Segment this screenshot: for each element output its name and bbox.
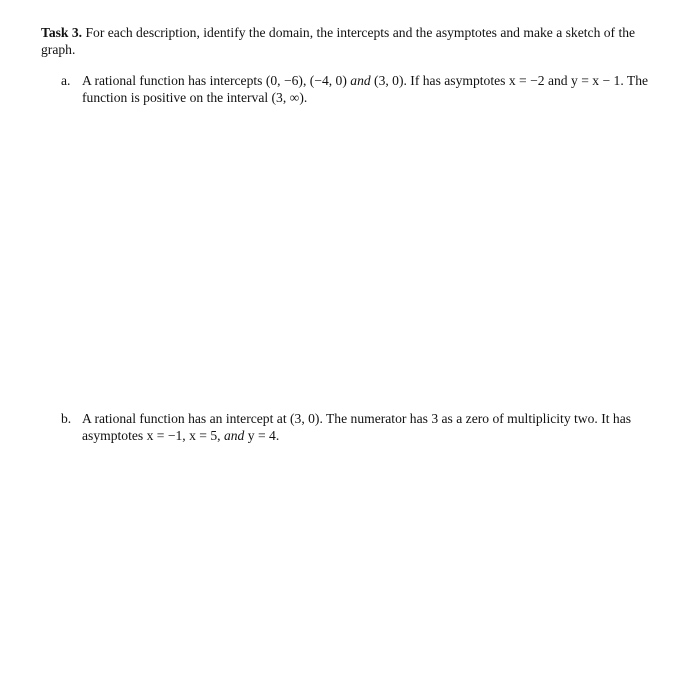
- item-a-text-2: . If has asymptotes: [403, 73, 509, 88]
- item-b-vertical-asymptotes: x = −1, x = 5,: [146, 428, 224, 443]
- item-b-text-2: . The numerator has 3 as a zero of multiplicity two. It has asymptotes: [82, 411, 632, 443]
- item-a-text: [82, 72, 661, 106]
- item-b-text-3: .: [275, 428, 280, 443]
- item-b-marker: b.: [61, 411, 72, 426]
- item-b-text-1: A rational function has an intercept at: [82, 411, 290, 426]
- item-a-oblique-asymptote: y = x − 1: [571, 73, 621, 88]
- item-a-and: and: [350, 73, 371, 88]
- item-a-text-1: A rational function has intercepts: [82, 73, 266, 88]
- item-a-intercepts: (0, −6), (−4, 0): [265, 73, 351, 88]
- item-b-horizontal-asymptote: y = 4: [244, 428, 276, 443]
- item-b-and: and: [223, 428, 245, 443]
- item-a: [61, 72, 661, 106]
- item-b: [61, 410, 661, 444]
- item-a-interval: (3, ∞): [271, 90, 304, 105]
- item-b-intercept: (3, 0): [290, 411, 320, 426]
- item-a-intercept-3: (3, 0): [370, 73, 404, 88]
- item-b-text: [82, 410, 661, 444]
- item-a-text-3: and: [544, 73, 572, 88]
- item-a-text-4: . The function is positive on the interval: [82, 73, 649, 105]
- item-a-marker: a.: [61, 73, 71, 88]
- item-a-vertical-asymptote: x = −2: [508, 73, 545, 88]
- item-a-text-5: .: [303, 90, 308, 105]
- task-instruction: For each description, identify the domain, the intercepts and the asymptotes and make a sketch of the graph.: [41, 25, 636, 57]
- task-header: [41, 24, 661, 58]
- task-label: Task 3.: [41, 25, 83, 40]
